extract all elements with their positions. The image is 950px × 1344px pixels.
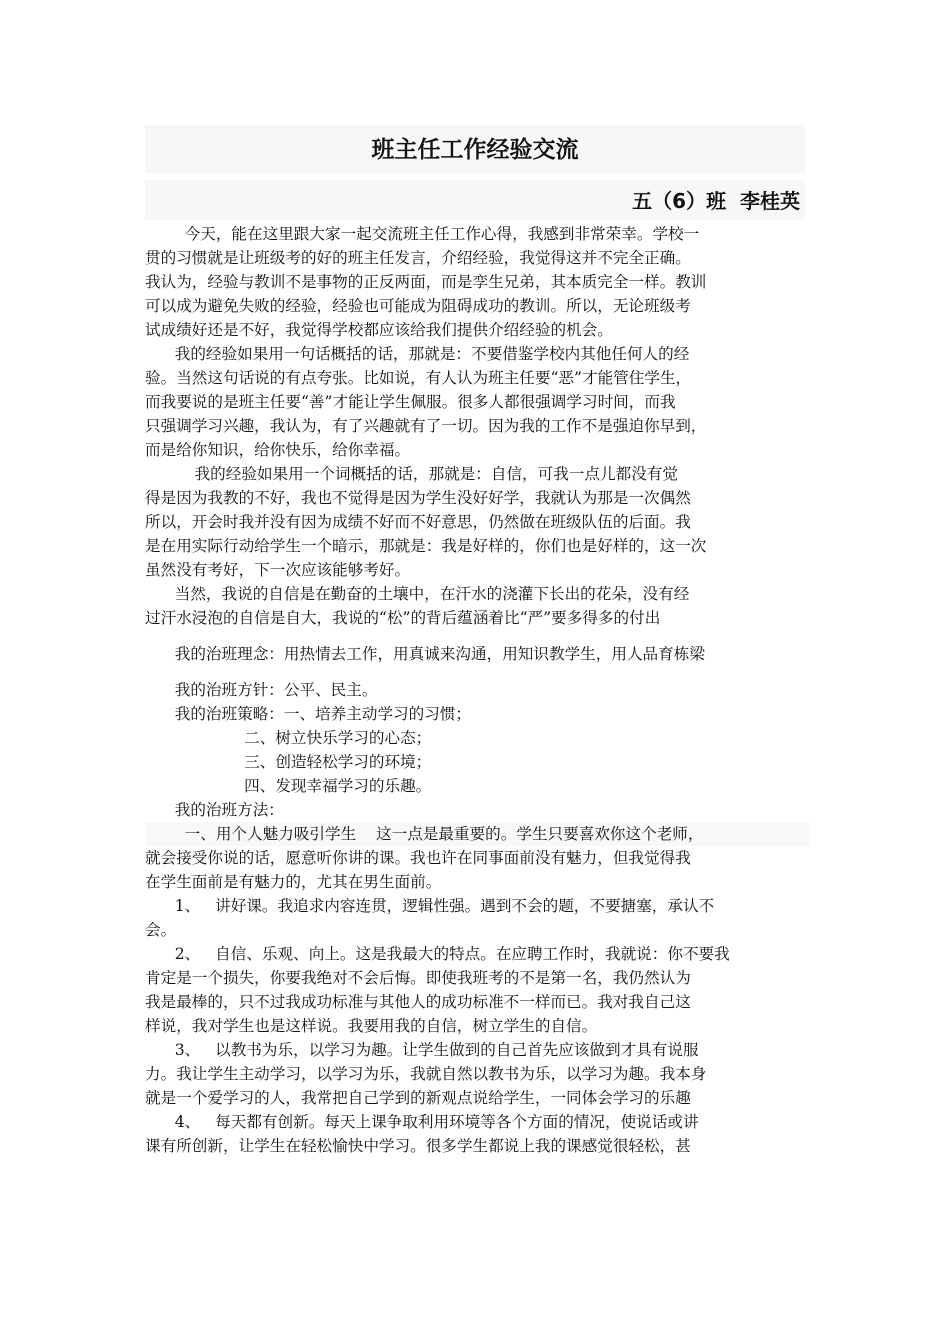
text-line: 而是给你知识，给你快乐，给你幸福。 <box>145 441 411 459</box>
text-line: 我的经验如果用一个词概括的话，那就是：自信，可我一点儿都没有觉 <box>145 465 678 483</box>
text-line: 而我要说的是班主任要“善”才能让学生佩服。很多人都很强调学习时间，而我 <box>145 393 676 411</box>
text-line: 可以成为避免失败的经验，经验也可能成为阻碍成功的教训。所以，无论班级考 <box>145 297 691 315</box>
text-line: 会。 <box>145 921 177 939</box>
document-body <box>145 222 810 1158</box>
text-line: 力。我让学生主动学习，以学习为乐，我就自然以教书为乐，以学习为趣。我本身 <box>145 1065 707 1083</box>
text-line: 验。当然这句话说的有点夸张。比如说，有人认为班主任要“恶”才能管住学生， <box>145 369 692 387</box>
text-line: 我的治班理念：用热情去工作，用真诚来沟通，用知识教学生，用人品育栋梁 <box>145 645 705 663</box>
text-line: 当然，我说的自信是在勤奋的土壤中，在汗水的浇灌下长出的花朵，没有经 <box>145 585 690 603</box>
text-line: 过汗水浸泡的自信是自大，我说的“松”的背后蕴涵着比“严”要多得多的付出 <box>145 609 661 627</box>
text-line: 就是一个爱学习的人，我常把自己学到的新观点说给学生，一同体会学习的乐趣 <box>145 1089 691 1107</box>
text-line: 肯定是一个损失，你要我绝对不会后悔。即使我班考的不是第一名，我仍然认为 <box>145 969 691 987</box>
text-line: 1、 讲好课。我追求内容连贯，逻辑性强。遇到不会的题，不要搪塞，承认不 <box>145 897 715 915</box>
text-line: 试成绩好还是不好，我觉得学校都应该给我们提供介绍经验的机会。 <box>145 321 613 339</box>
text-line: 是在用实际行动给学生一个暗示，那就是：我是好样的，你们也是好样的，这一次 <box>145 537 707 555</box>
author-line: 五（6）班 李桂英 <box>632 189 800 213</box>
text-line: 3、 以教书为乐，以学习为趣。让学生做到的自己首先应该做到才具有说服 <box>145 1041 699 1059</box>
text-line: 我认为，经验与教训不是事物的正反两面，而是孪生兄弟，其本质完全一样。教训 <box>145 273 707 291</box>
text-line: 只强调学习兴趣，我认为，有了兴趣就有了一切。因为我的工作不是强迫你早到， <box>145 417 707 435</box>
text-line: 二、树立快乐学习的心态； <box>145 729 432 747</box>
text-line: 今天，能在这里跟大家一起交流班主任工作心得，我感到非常荣幸。学校一 <box>145 225 700 243</box>
text-line: 虽然没有考好，下一次应该能够考好。 <box>145 561 411 579</box>
text-line: 我的经验如果用一句话概括的话，那就是：不要借鉴学校内其他任何人的经 <box>145 345 690 363</box>
text-line: 就会接受你说的话，愿意听你讲的课。我也许在同事面前没有魅力，但我觉得我 <box>145 849 691 867</box>
text-line: 四、发现幸福学习的乐趣。 <box>145 777 432 795</box>
text-line: 在学生面前是有魅力的，尤其在男生面前。 <box>145 873 442 891</box>
text-line: 得是因为我教的不好，我也不觉得是因为学生没好好学，我就认为那是一次偶然 <box>145 489 691 507</box>
text-line: 2、 自信、乐观、向上。这是我最大的特点。在应聘工作时，我就说：你不要我 <box>145 945 730 963</box>
text-line: 我的治班方法： <box>145 801 284 819</box>
text-line: 三、创造轻松学习的环境； <box>145 753 432 771</box>
text-line: 一、用个人魅力吸引学生 这一点是最重要的。学生只要喜欢你这个老师， <box>145 822 810 846</box>
text-line: 所以，开会时我并没有因为成绩不好而不好意思，仍然做在班级队伍的后面。我 <box>145 513 691 531</box>
text-line: 贯的习惯就是让班级考的好的班主任发言，介绍经验，我觉得这并不完全正确。 <box>145 249 691 267</box>
text-line: 我是最棒的，只不过我成功标准与其他人的成功标准不一样而已。我对我自己这 <box>145 993 691 1011</box>
document-title: 班主任工作经验交流 <box>371 137 579 163</box>
text-line: 课有所创新，让学生在轻松愉快中学习。很多学生都说上我的课感觉很轻松，甚 <box>145 1137 691 1155</box>
text-line: 我的治班策略：一、培养主动学习的习惯； <box>145 705 472 723</box>
text-line: 4、 每天都有创新。每天上课争取利用环境等各个方面的情况，使说话或讲 <box>145 1113 699 1131</box>
text-line: 我的治班方针：公平、民主。 <box>145 681 378 699</box>
text-line: 样说，我对学生也是这样说。我要用我的自信，树立学生的自信。 <box>145 1017 598 1035</box>
